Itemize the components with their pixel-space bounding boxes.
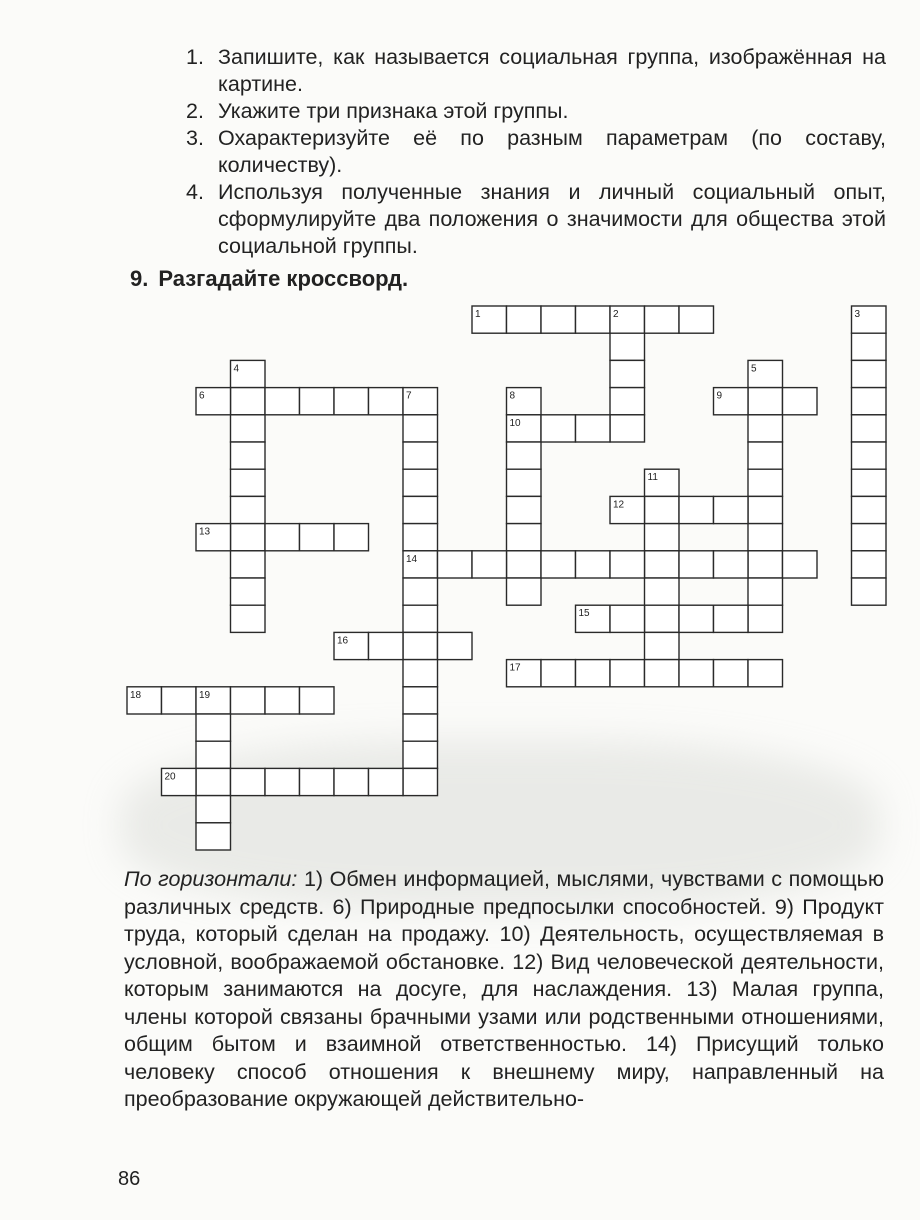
- crossword-cell[interactable]: [610, 333, 645, 360]
- crossword-cell[interactable]: [645, 496, 680, 523]
- crossword-clue-number: 10: [509, 417, 521, 429]
- crossword-cell[interactable]: [748, 660, 783, 687]
- crossword-cell[interactable]: [852, 551, 887, 578]
- crossword-cell[interactable]: [852, 578, 887, 605]
- crossword-clue-number: 3: [854, 309, 861, 320]
- clues-across: По горизонтали: 1) Обмен информацией, мыслями, чувствами с помощью различных средств. 6) Природные предпосылки способностей. 9) Продукт труда, который сделан на продажу. 10) Деятельность, осуществляемая в условной, воображаемой обстановке. 12) Вид человеческой деятельности, которым занимаются на досуге, для наслаждения. 13) Малая группа, члены которой связаны брачными узами или родственными отношениями, общим бытом и взаимной ответственностью. 14) Присущий только человеку способ отношения к внешнему миру, направленный на преобразование окружающей действительно-: [124, 867, 885, 1111]
- crossword-cell[interactable]: [265, 768, 300, 795]
- crossword-clue-number: 12: [613, 499, 625, 511]
- crossword-cell[interactable]: [645, 605, 680, 632]
- crossword-cell[interactable]: [265, 524, 300, 551]
- crossword-cell[interactable]: [679, 551, 714, 578]
- crossword-clue-number: 5: [751, 363, 757, 375]
- crossword-cell[interactable]: [748, 551, 783, 578]
- crossword-cell[interactable]: [438, 551, 473, 578]
- crossword-cell[interactable]: [231, 415, 266, 442]
- crossword-cell[interactable]: [576, 660, 611, 687]
- crossword-cell[interactable]: [541, 306, 576, 333]
- crossword-cell[interactable]: [679, 496, 714, 523]
- crossword-cell[interactable]: [748, 415, 783, 442]
- crossword-cell[interactable]: [231, 524, 266, 551]
- crossword-cell[interactable]: [334, 388, 369, 415]
- crossword-clue-number: 7: [406, 390, 412, 402]
- crossword-clue-number: 20: [164, 771, 176, 783]
- crossword-cell[interactable]: [265, 687, 300, 714]
- crossword-clue-number: 17: [509, 662, 521, 674]
- crossword-cell[interactable]: [403, 469, 438, 496]
- crossword-cell[interactable]: [300, 687, 335, 714]
- crossword-cell[interactable]: [231, 687, 266, 714]
- crossword-cell[interactable]: [507, 524, 542, 551]
- crossword-clue-number: 13: [199, 526, 211, 538]
- crossword-clue-number: 11: [647, 472, 658, 484]
- crossword-cell[interactable]: [231, 388, 266, 415]
- crossword-cell[interactable]: [403, 496, 438, 523]
- crossword-cell[interactable]: [645, 578, 680, 605]
- crossword-cell[interactable]: [852, 415, 887, 442]
- crossword-cell[interactable]: [541, 660, 576, 687]
- crossword-cell[interactable]: [645, 306, 680, 333]
- crossword-cell[interactable]: [507, 551, 542, 578]
- crossword-clue-number: 2: [613, 309, 619, 320]
- question-3: 3. Охарактеризуйте её по разным параметрам (по составу, количеству).: [186, 126, 886, 177]
- crossword-cell[interactable]: [576, 306, 611, 333]
- crossword-cell[interactable]: [334, 768, 369, 795]
- crossword-cell[interactable]: [507, 469, 542, 496]
- question-4: 4. Используя полученные знания и личный социальный опыт, сформулируйте два положения о значимости для общества этой социальной группы.: [186, 180, 886, 258]
- crossword-cell[interactable]: [403, 442, 438, 469]
- crossword-cell[interactable]: [783, 551, 818, 578]
- crossword-clue-number: 1: [475, 309, 481, 320]
- crossword-cell[interactable]: [231, 496, 266, 523]
- crossword-cell[interactable]: [334, 524, 369, 551]
- crossword-cell[interactable]: [300, 768, 335, 795]
- crossword-cell[interactable]: [748, 605, 783, 632]
- question-2: 2. Укажите три признака этой группы.: [186, 99, 569, 123]
- crossword-clue-number: 6: [199, 390, 205, 402]
- crossword-cell[interactable]: [403, 524, 438, 551]
- crossword-cell[interactable]: [196, 714, 231, 741]
- crossword-cell[interactable]: [852, 333, 887, 360]
- crossword-clue-number: 19: [199, 689, 211, 701]
- crossword-cell[interactable]: [852, 469, 887, 496]
- crossword-cell[interactable]: [507, 496, 542, 523]
- crossword-cell[interactable]: [438, 632, 473, 659]
- crossword-cell[interactable]: [852, 442, 887, 469]
- crossword-cell[interactable]: [679, 306, 714, 333]
- crossword-cell[interactable]: [403, 768, 438, 795]
- crossword-cell[interactable]: [231, 442, 266, 469]
- crossword-cell[interactable]: [507, 306, 542, 333]
- crossword-cell[interactable]: [748, 442, 783, 469]
- crossword-clue-number: 15: [578, 608, 590, 620]
- crossword-cell[interactable]: [541, 415, 576, 442]
- crossword-cell[interactable]: [645, 551, 680, 578]
- crossword-cell[interactable]: [748, 578, 783, 605]
- crossword-cell[interactable]: [645, 524, 680, 551]
- crossword-cell[interactable]: [610, 551, 645, 578]
- crossword-cell[interactable]: [507, 442, 542, 469]
- crossword-cell[interactable]: [300, 388, 335, 415]
- crossword-cell[interactable]: [265, 388, 300, 415]
- crossword-cell[interactable]: [714, 551, 749, 578]
- crossword-clue-number: 18: [130, 689, 142, 701]
- crossword-cell[interactable]: [403, 415, 438, 442]
- crossword-cell[interactable]: [403, 605, 438, 632]
- crossword-cell[interactable]: [679, 605, 714, 632]
- crossword-cell[interactable]: [645, 632, 680, 659]
- crossword-clue-number: 14: [406, 553, 418, 565]
- crossword-cell[interactable]: [403, 632, 438, 659]
- question-1: 1. Запишите, как называется социальная группа, изображённая на картине.: [186, 45, 886, 96]
- crossword-cell[interactable]: [403, 660, 438, 687]
- crossword-cell[interactable]: [610, 415, 645, 442]
- crossword-cell[interactable]: [369, 632, 404, 659]
- crossword-clue-number: 8: [509, 390, 516, 402]
- page-number: 86: [118, 1168, 141, 1190]
- crossword-cell[interactable]: [196, 741, 231, 768]
- task-heading: 9. Разгадайте кроссворд.: [130, 266, 409, 291]
- crossword-cell[interactable]: [852, 496, 887, 523]
- crossword-cell[interactable]: [748, 388, 783, 415]
- crossword-cell[interactable]: [852, 360, 887, 387]
- crossword-cell[interactable]: [196, 768, 231, 795]
- crossword-cell[interactable]: [748, 469, 783, 496]
- crossword-cell[interactable]: [748, 524, 783, 551]
- crossword-cell[interactable]: [369, 388, 404, 415]
- crossword-cell[interactable]: [714, 660, 749, 687]
- crossword-cell[interactable]: [403, 714, 438, 741]
- crossword-cell[interactable]: [403, 687, 438, 714]
- crossword-cell[interactable]: [783, 388, 818, 415]
- crossword-clue-number: 16: [337, 635, 349, 647]
- crossword-cell[interactable]: [196, 823, 231, 850]
- crossword-cell[interactable]: [610, 360, 645, 387]
- crossword-cell[interactable]: [403, 578, 438, 605]
- crossword-cell[interactable]: [231, 551, 266, 578]
- crossword-cell[interactable]: [679, 660, 714, 687]
- crossword-cell[interactable]: [541, 551, 576, 578]
- crossword-cell[interactable]: [472, 551, 507, 578]
- crossword-cell[interactable]: [300, 524, 335, 551]
- crossword-cell[interactable]: [714, 605, 749, 632]
- crossword-cell[interactable]: [231, 469, 266, 496]
- crossword-cell[interactable]: [231, 605, 266, 632]
- crossword-cell[interactable]: [645, 660, 680, 687]
- crossword-cell[interactable]: [196, 796, 231, 823]
- crossword-cell[interactable]: [748, 496, 783, 523]
- crossword-cell[interactable]: [507, 578, 542, 605]
- crossword-clue-number: 9: [716, 390, 723, 402]
- crossword-cell[interactable]: [610, 660, 645, 687]
- crossword-cell[interactable]: [610, 605, 645, 632]
- crossword-cell[interactable]: [162, 687, 197, 714]
- crossword-cell[interactable]: [369, 768, 404, 795]
- crossword-cell[interactable]: [576, 415, 611, 442]
- crossword-cell[interactable]: [852, 524, 887, 551]
- crossword-cell[interactable]: [403, 741, 438, 768]
- crossword-cell[interactable]: [714, 496, 749, 523]
- crossword-clue-number: 4: [233, 363, 240, 375]
- crossword-cell[interactable]: [610, 388, 645, 415]
- crossword-cell[interactable]: [231, 768, 266, 795]
- crossword-cell[interactable]: [231, 578, 266, 605]
- crossword-cell[interactable]: [576, 551, 611, 578]
- crossword-cell[interactable]: [852, 388, 887, 415]
